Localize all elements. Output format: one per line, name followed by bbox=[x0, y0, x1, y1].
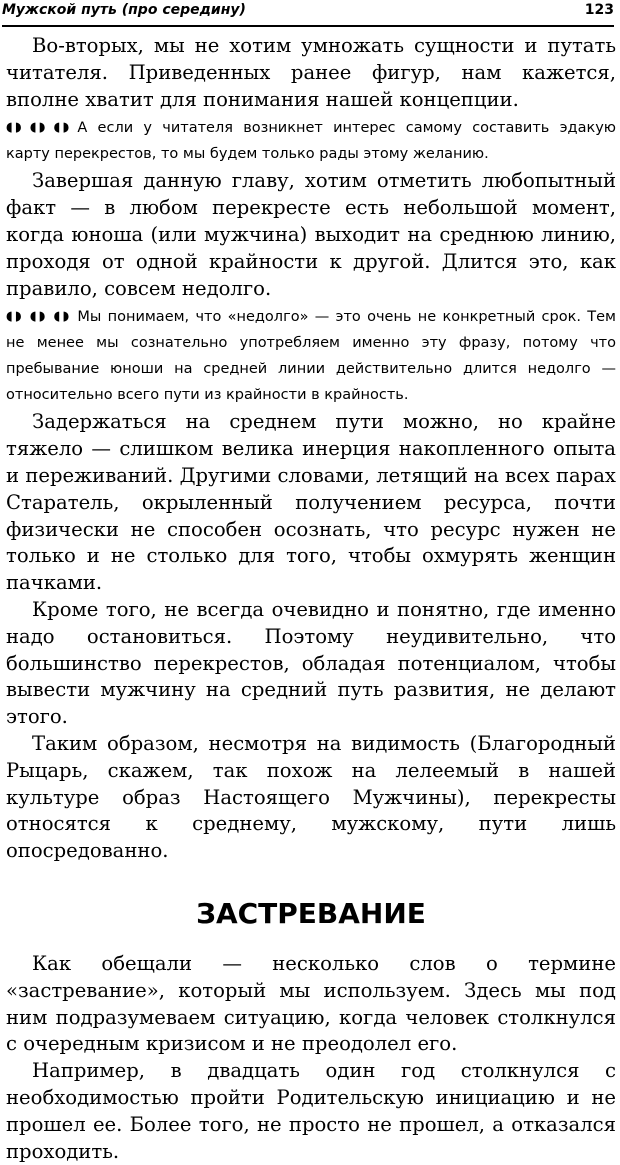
running-header bbox=[2, 0, 614, 22]
section-heading: ЗАСТРЕВАНИЕ bbox=[196, 896, 426, 930]
running-title: Мужской путь (про середину) bbox=[2, 2, 246, 18]
paragraph: Например, в двадцать один год столкнулся с необходимостью пройти Родительскую инициацию и не прошел ее. Более того, не просто не прошел, а отказался проходить. bbox=[6, 1059, 616, 1163]
page-number: 123 bbox=[584, 2, 614, 18]
body-text bbox=[6, 33, 616, 1165]
note-text: А если у читателя возникнет интерес самому составить эдакую карту перекрестов, то мы будем только рады этому желанию. bbox=[6, 120, 616, 163]
speech-marks-icon: ◖◗ ◖◗ ◖◗ bbox=[6, 120, 72, 136]
note-text: Мы понимаем, что «недолго» — это очень не конкретный срок. Тем не менее мы сознательно употребляем именно эту фразу, потому что пребывание юноши на средней линии действительно длится недолго — относительно всего пути из крайности в крайность. bbox=[6, 309, 616, 404]
paragraph: Завершая данную главу, хотим отметить любопытный факт — в любом перекресте есть небольшой момент, когда юноша (или мужчина) выходит на среднюю линию, проходя от одной крайности к другой. Длится это, как правило, совсем недолго. bbox=[6, 169, 616, 300]
paragraph: Кроме того, не всегда очевидно и понятно, где именно надо остановиться. Поэтому неудивительно, что большинство перекрестов, обладая потенциалом, чтобы вывести мужчину на средний путь развития, не делают этого. bbox=[6, 597, 616, 729]
side-note bbox=[6, 115, 616, 167]
paragraph: Задержаться на среднем пути можно, но крайне тяжело — слишком велика инерция накопленного опыта и переживаний. Другими словами, летящий на всех парах Старатель, окрыленный получением ресурса, почти физически не способен осознать, что ресурс нужен не только и не столько для того, чтобы охмурять женщин пачками. bbox=[6, 410, 616, 595]
speech-marks-icon: ◖◗ ◖◗ ◖◗ bbox=[6, 309, 72, 325]
side-note bbox=[6, 304, 616, 408]
paragraph: Таким образом, несмотря на видимость (Благородный Рыцарь, скажем, так похож на лелеемый в нашей культуре образ Настоящего Мужчины), перекресты относятся к среднему, мужскому, пути лишь опосредованно. bbox=[6, 731, 616, 863]
paragraph: Как обещали — несколько слов о термине «застревание», который мы используем. Здесь мы под ним подразумеваем ситуацию, когда человек столкнулся с очередным кризисом и не преодолел его. bbox=[6, 951, 616, 1056]
header-rule bbox=[2, 25, 614, 27]
paragraph: Во-вторых, мы не хотим умножать сущности и путать читателя. Приведенных ранее фигур, нам кажется, вполне хватит для понимания нашей концепции. bbox=[6, 34, 616, 111]
